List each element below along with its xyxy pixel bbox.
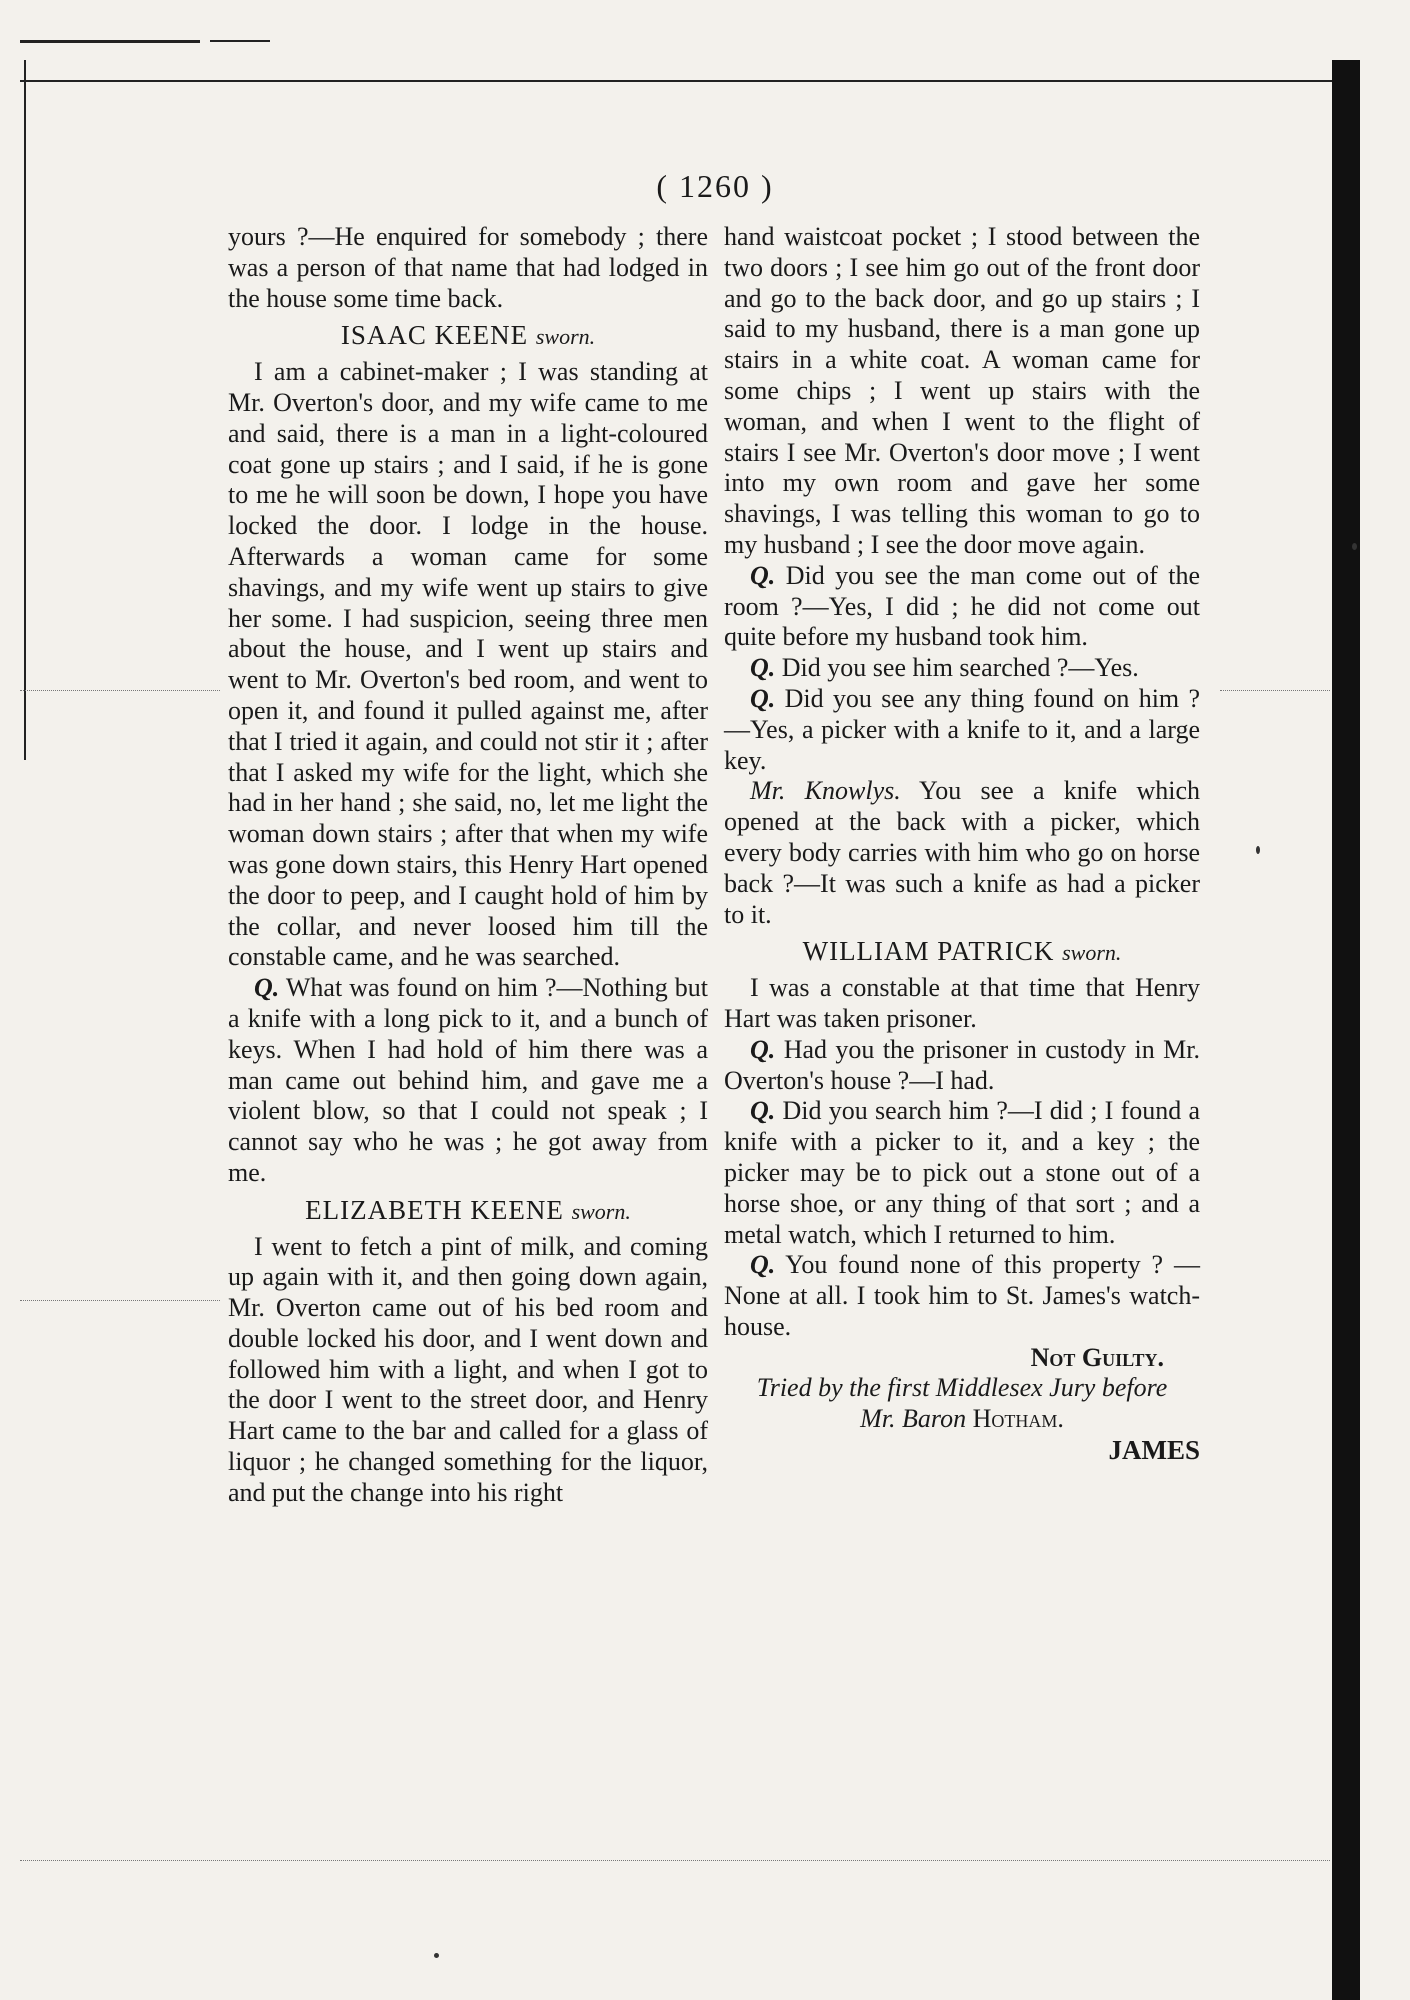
testimony-paragraph: I am a cabinet-maker ; I was standing at Mr. Overton's door, and my wife came to me and said, there is a man in a light-coloured coat gone up stairs ; and I said, if he is gone to me he will soon be down, I hope you have locked the door. I lodge in the house. Afterwards a woman came for some shavings, and my wife went up stairs to give her some. I had suspicion, seeing three men about the house, and I went up stairs and went to Mr. Overton's bed room, and went to open it, and found it pulled against me, after that I tried it again, and could not stir it ; after that I asked my wife for the light, which she had in her hand ; she said, no, let me light the woman down stairs ; after that when my wife was gone down stairs, this Henry Hart opened the door to peep, and I caught hold of him by the collar, and never loosed him till the constable came, and he was searched. <box>228 357 708 972</box>
witness-heading-william-patrick <box>724 936 1200 969</box>
question-mark: Q. <box>254 973 280 1003</box>
ink-speck <box>1256 846 1260 854</box>
judge-line <box>724 1404 1200 1435</box>
top-rule <box>20 40 200 43</box>
left-column <box>228 222 708 1509</box>
judge-name: Hotham. <box>972 1404 1064 1434</box>
right-column <box>724 222 1200 1466</box>
page-number: ( 1260 ) <box>656 168 774 204</box>
continued-paragraph: hand waistcoat pocket ; I stood between the two doors ; I see him go out of the front door and go to the back door, and go up stairs ; I said to my husband, there is a man gone up stairs in a white coat. A woman came for some chips ; I went up stairs with the woman, and when I went to the flight of stairs I see Mr. Overton's door move ; I went into my own room and gave her some shavings, I was telling this woman to go to my husband ; I see the door move again. <box>724 222 1200 559</box>
question-mark: Q. <box>750 1034 776 1064</box>
jury-note: Tried by the first Middlesex Jury before <box>756 1373 1168 1403</box>
left-dotted-rule <box>20 690 220 691</box>
top-rule-2 <box>210 40 270 42</box>
testimony-paragraph: I was a constable at that time that Henry Hart was taken prisoner. <box>724 973 1200 1033</box>
question-text: What was found on him ?—Nothing but a knife with a long pick to it, and a bunch of keys. When I had hold of him there was a man came out behind him, and gave me a violent blow, so that I could not speak ; I cannot say who he was ; he got away from me. <box>228 973 709 1187</box>
question-text: Had you the prisoner in custody in Mr. Overton's house ?—I had. <box>724 1034 1201 1095</box>
witness-heading-isaac-keene <box>228 320 708 353</box>
ink-speck <box>434 1953 439 1958</box>
witness-name: ELIZABETH KEENE <box>305 1194 564 1225</box>
sworn-label: sworn. <box>1062 940 1122 966</box>
question-text: Did you see the man come out of the room ?—Yes, I did ; he did not come out quite before my husband took him. <box>724 560 1200 652</box>
book-spine-shadow <box>1332 60 1360 2000</box>
question-paragraph <box>724 1096 1200 1250</box>
judge-prefix: Mr. Baron <box>860 1404 967 1434</box>
question-paragraph <box>724 684 1200 776</box>
counsel-name: Mr. Knowlys. <box>750 776 901 806</box>
question-mark: Q. <box>750 653 776 683</box>
verdict: Not Guilty. <box>1030 1342 1164 1372</box>
lower-dotted-rule <box>20 1300 220 1301</box>
catchword: JAMES <box>1108 1435 1200 1466</box>
right-dotted-rule <box>1220 690 1330 691</box>
counsel-text: You see a knife which opened at the back with a picker, which every body carries with him who go on horse back ?—It was such a knife as had a picker to it. <box>724 776 1200 929</box>
sworn-label: sworn. <box>571 1198 631 1224</box>
counsel-paragraph <box>724 776 1200 930</box>
witness-name: ISAAC KEENE <box>340 320 529 351</box>
question-text: Did you search him ?—I did ; I found a knife with a picker to it, and a key ; the picker may be to pick out a stone out of a horse shoe, or any thing of that sort ; and a metal watch, which I returned to him. <box>724 1096 1201 1249</box>
question-text: Did you see him searched ?—Yes. <box>781 653 1139 683</box>
question-paragraph <box>724 1250 1200 1342</box>
witness-heading-elizabeth-keene <box>228 1195 708 1228</box>
question-mark: Q. <box>750 1250 776 1280</box>
question-paragraph <box>724 1035 1200 1097</box>
question-paragraph <box>724 653 1200 684</box>
question-text: You found none of this property ? —None at all. I took him to St. James's watch-house. <box>724 1250 1200 1341</box>
ink-speck <box>1352 543 1357 550</box>
continued-paragraph: yours ?—He enquired for somebody ; there was a person of that name that had lodged in the house some time back. <box>228 222 708 313</box>
question-paragraph <box>724 561 1200 653</box>
witness-name: WILLIAM PATRICK <box>802 936 1055 967</box>
question-mark: Q. <box>750 560 776 590</box>
question-mark: Q. <box>750 1096 776 1126</box>
question-mark: Q. <box>750 683 776 713</box>
sworn-label: sworn. <box>535 324 596 350</box>
left-margin-rule <box>24 60 26 760</box>
header-rule <box>20 80 1340 82</box>
testimony-paragraph: I went to fetch a pint of milk, and coming up again with it, and then going down again, Mr. Overton came out of his bed room and double locked his door, and I went down and followed him with a light, and when I got to the door I went to the street door, and Henry Hart came to the bar and called for a glass of liquor ; he changed something for the liquor, and put the change into his right <box>228 1231 708 1507</box>
bottom-dotted-rule <box>20 1860 1330 1861</box>
question-paragraph <box>228 973 708 1189</box>
question-text: Did you see any thing found on him ?—Yes, a picker with a knife to it, and a large key. <box>724 683 1200 775</box>
